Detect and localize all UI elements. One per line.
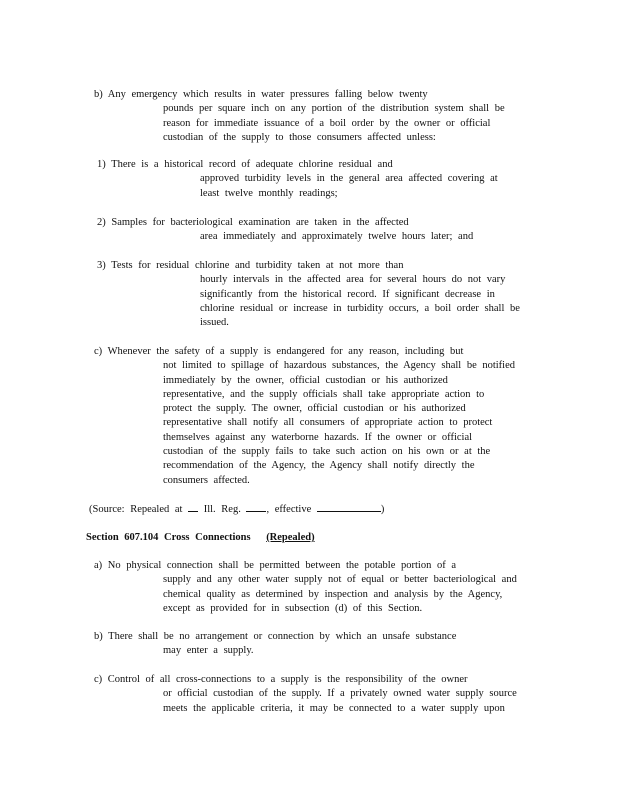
- list-item-line: approved turbidity levels in the general area affected covering at: [200, 173, 498, 185]
- paragraph-line: protect the supply. The owner, official custodian or his authorized: [163, 403, 466, 415]
- paragraph-line: representative, and the supply officials shall take appropriate action to: [163, 388, 485, 400]
- list-item-first-line: 2) Samples for bacteriological examination are taken in the affected: [97, 217, 409, 228]
- list-item-1: [97, 158, 498, 201]
- paragraph-c-whenever: [94, 345, 515, 488]
- source-ill-reg: Ill. Reg.: [203, 504, 241, 515]
- paragraph-line: chemical quality as determined by inspection and analysis by the Agency,: [163, 588, 503, 600]
- section-heading: [86, 531, 315, 545]
- list-item-first-line: 3) Tests for residual chlorine and turbidity taken at not more than: [97, 260, 404, 271]
- blank-page: [246, 502, 266, 512]
- source-effective: , effective: [266, 504, 312, 515]
- list-item-line: least twelve monthly readings;: [200, 187, 338, 199]
- paragraph-line: meets the applicable criteria, it may be connected to a water supply upon: [163, 702, 505, 714]
- section-heading-label: Section 607.104 Cross Connections: [86, 532, 251, 543]
- paragraph-line: recommendation of the Agency, the Agency shall notify directly the: [163, 460, 475, 472]
- paragraph-line: consumers affected.: [163, 474, 250, 486]
- list-item-line: chlorine residual or increase in turbidity occurs, a boil order shall be: [200, 302, 520, 314]
- paragraph-first-line: c) Whenever the safety of a supply is endangered for any reason, including but: [94, 346, 464, 357]
- paragraph-first-line: a) No physical connection shall be permitted between the potable portion of a: [94, 560, 456, 571]
- paragraph-line: themselves against any waterborne hazards. If the owner or official: [163, 431, 473, 443]
- paragraph-first-line: b) There shall be no arrangement or connection by which an unsafe substance: [94, 631, 457, 642]
- section-subsection-a: [94, 559, 517, 616]
- paragraph-line: not limited to spillage of hazardous substances, the Agency shall be notified: [163, 360, 516, 372]
- source-prefix: (Source: Repealed at: [89, 504, 183, 515]
- list-item-line: area immediately and approximately twelve hours later; and: [200, 231, 474, 243]
- list-item-3: [97, 259, 520, 330]
- paragraph-line: reason for immediate issuance of a boil order by the owner or official: [163, 117, 491, 129]
- blank-volume: [188, 502, 198, 512]
- paragraph-line: immediately by the owner, official custodian or his authorized: [163, 374, 448, 386]
- paragraph-first-line: c) Control of all cross-connections to a supply is the responsibility of the owner: [94, 674, 468, 685]
- source-close: ): [380, 504, 385, 515]
- paragraph-line: pounds per square inch on any portion of the distribution system shall be: [163, 103, 505, 115]
- paragraph-line: except as provided for in subsection (d) of this Section.: [163, 602, 423, 614]
- section-subsection-c: [94, 673, 517, 716]
- paragraph-first-line: b) Any emergency which results in water pressures falling below twenty: [94, 89, 428, 100]
- source-note: [89, 502, 384, 517]
- list-item-line: issued.: [200, 317, 229, 329]
- paragraph-line: custodian of the supply fails to take such action on his own or at the: [163, 446, 491, 458]
- section-subsection-b: [94, 630, 456, 659]
- paragraph-line: or official custodian of the supply. If a privately owned water supply source: [163, 688, 517, 700]
- list-item-2: [97, 216, 473, 245]
- paragraph-line: may enter a supply.: [163, 645, 254, 657]
- paragraph-b-emergency: [94, 88, 505, 145]
- list-item-first-line: 1) There is a historical record of adequate chlorine residual and: [97, 159, 393, 170]
- list-item-line: hourly intervals in the affected area for several hours do not vary: [200, 274, 506, 286]
- section-heading-status: (Repealed): [266, 532, 315, 543]
- paragraph-line: custodian of the supply to those consumers affected unless:: [163, 131, 436, 143]
- blank-date: [317, 502, 381, 512]
- list-item-line: significantly from the historical record. If significant decrease in: [200, 288, 495, 300]
- paragraph-line: representative shall notify all consumers of appropriate action to protect: [163, 417, 493, 429]
- paragraph-line: supply and any other water supply not of equal or better bacteriological and: [163, 574, 517, 586]
